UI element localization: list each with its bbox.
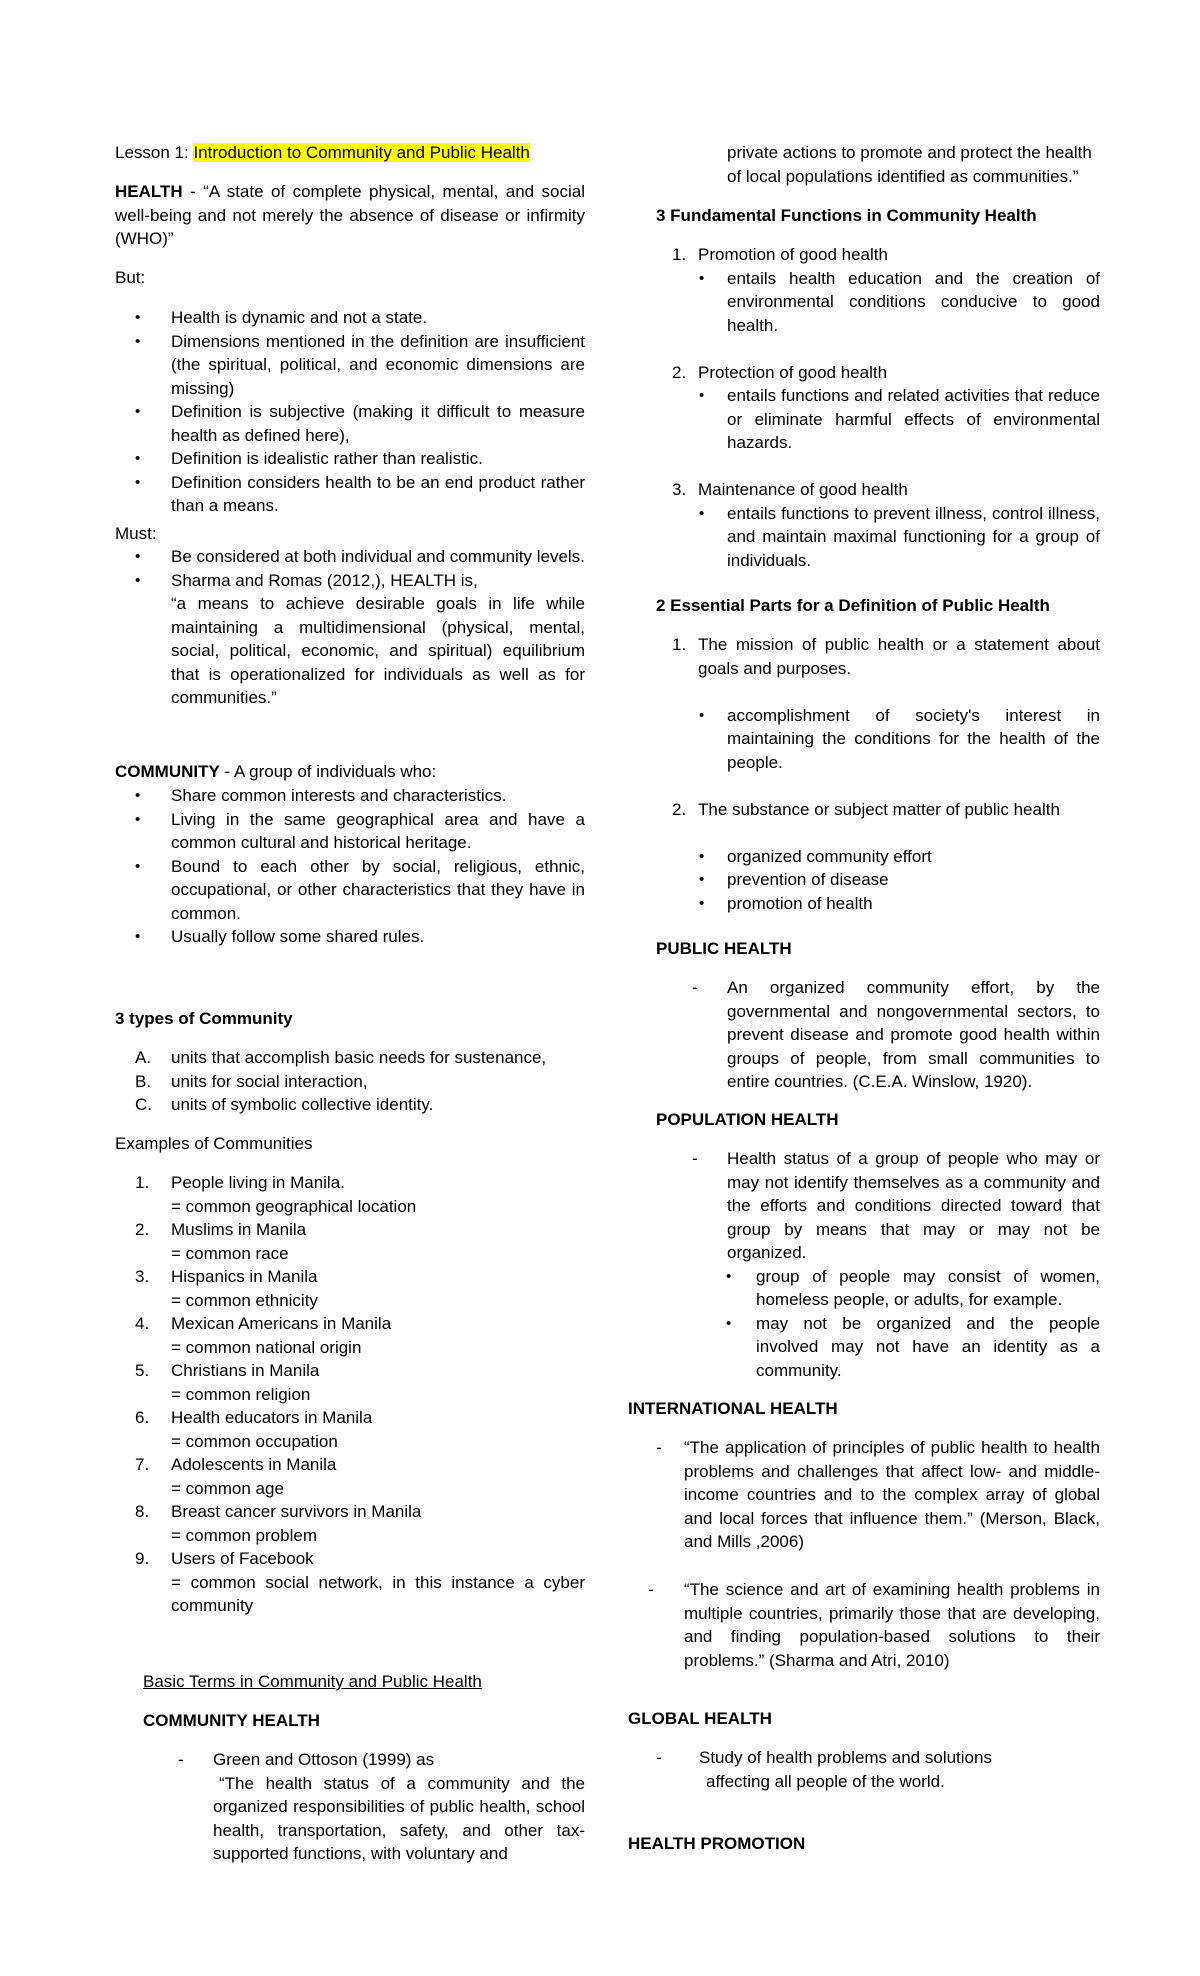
must-label: Must:: [115, 524, 157, 543]
community-definition: COMMUNITY - A group of individuals who:: [115, 762, 437, 781]
list-item: 4. Mexican Americans in Manila = common national origin: [135, 1314, 392, 1357]
lesson-title: Lesson 1: Introduction to Community and Public Health: [115, 143, 530, 162]
but-list: [115, 306, 585, 518]
population-health-heading: POPULATION HEALTH: [656, 1110, 839, 1129]
types-heading: 3 types of Community: [115, 1009, 293, 1028]
international-health-definition-1: - “The application of principles of public health to health problems and challenges that affect low- and middle-income countries and to the complex array of global and local forces that influence them.” (Merson, Black, and Mills ,2006): [656, 1438, 1100, 1551]
list-item: • Share common interests and characteristics.: [115, 784, 585, 808]
lesson-title-highlight: Introduction to Community and Public Health: [193, 143, 530, 162]
list-item: • accomplishment of society's interest in maintaining the conditions for the health of the people.: [628, 704, 1100, 775]
list-item: • entails health education and the creation of environmental conditions conducive to good health.: [628, 267, 1100, 338]
list-item: • Usually follow some shared rules.: [115, 925, 585, 949]
list-item: 3. Hispanics in Manila = common ethnicity: [135, 1267, 318, 1310]
community-list: [115, 784, 585, 949]
list-item: • entails functions to prevent illness, control illness, and maintain maximal functioning for a group of individuals.: [628, 502, 1100, 573]
list-item: • Be considered at both individual and community levels.: [115, 545, 585, 569]
parts-list: [628, 633, 1100, 915]
list-item: 5. Christians in Manila = common religion: [135, 1361, 320, 1404]
list-item: • Sharma and Romas (2012,), HEALTH is,: [115, 569, 585, 593]
community-health-continued: private actions to promote and protect the health of local populations identified as communities.”: [727, 143, 1092, 186]
community-health-definition: - Green and Ottoson (1999) as “The health status of a community and the organized responsibilities of public health, school health, transportation, safety, and other tax-supported functions, with voluntary and: [178, 1750, 585, 1863]
but-label: But:: [115, 268, 146, 287]
list-item: • may not be organized and the people involved may not have an identity as a community.: [628, 1312, 1100, 1383]
health-definition: HEALTH - “A state of complete physical, mental, and social well-being and not merely the absence of disease or infirmity (WHO)”: [115, 182, 585, 248]
list-item: 6. Health educators in Manila = common occupation: [135, 1408, 373, 1451]
list-item: • Definition is subjective (making it difficult to measure health as defined here),: [115, 400, 585, 447]
global-health-heading: GLOBAL HEALTH: [628, 1709, 772, 1728]
list-item: • group of people may consist of women, homeless people, or adults, for example.: [628, 1265, 1100, 1312]
list-item: 1. The mission of public health or a statement about goals and purposes.: [672, 635, 1100, 678]
community-health-heading: COMMUNITY HEALTH: [143, 1711, 320, 1730]
list-item: 2. The substance or subject matter of public health: [672, 799, 1060, 819]
list-item: 9. Users of Facebook = common social network, in this instance a cyber community: [135, 1549, 585, 1615]
list-item: 3. Maintenance of good health: [672, 480, 908, 499]
types-list: [115, 1046, 585, 1117]
list-item: A. units that accomplish basic needs for sustenance,: [135, 1048, 547, 1067]
examples-heading: Examples of Communities: [115, 1134, 313, 1153]
parts-heading: 2 Essential Parts for a Definition of Public Health: [656, 596, 1050, 615]
list-item: 2. Muslims in Manila = common race: [135, 1220, 307, 1263]
list-item: • Bound to each other by social, religious, ethnic, occupational, or other characteristics that they have in common.: [115, 855, 585, 926]
list-item: B. units for social interaction,: [135, 1071, 368, 1091]
public-health-heading: PUBLIC HEALTH: [656, 939, 792, 958]
examples-list: [115, 1171, 585, 1618]
list-item: • prevention of disease: [628, 868, 1100, 892]
list-item: 1. People living in Manila. = common geographical location: [135, 1173, 417, 1216]
basic-terms-heading: Basic Terms in Community and Public Health: [143, 1672, 482, 1691]
list-item: • entails functions and related activities that reduce or eliminate harmful effects of environmental hazards.: [628, 384, 1100, 455]
health-promotion-heading: HEALTH PROMOTION: [628, 1834, 806, 1853]
international-health-definition-2: - “The science and art of examining health problems in multiple countries, primarily those that are developing, and finding population-based solutions to their problems.” (Sharma and Atri, 2010): [648, 1580, 1100, 1670]
population-health-definition: - Health status of a group of people who may or may not identify themselves as a community and the efforts and conditions directed toward that group by means that may or may not be organized. • group of people may consist of women, homeless people, or adults, for example. • may not be organized and the people involved may not have an identity as a community.: [628, 1147, 1100, 1382]
list-item: • Living in the same geographical area and have a common cultural and historical heritage.: [115, 808, 585, 855]
public-health-definition: - An organized community effort, by the governmental and nongovernmental sectors, to prevent disease and promote good health within groups of people, from small communities to entire countries. (C.E.A. Winslow, 1920).: [692, 978, 1100, 1091]
list-item: • Health is dynamic and not a state.: [115, 306, 585, 330]
global-health-definition: - Study of health problems and solutions affecting all people of the world.: [656, 1748, 992, 1791]
list-item: 8. Breast cancer survivors in Manila = common problem: [135, 1502, 422, 1545]
international-health-heading: INTERNATIONAL HEALTH: [628, 1399, 838, 1418]
list-item: 2. Protection of good health: [672, 362, 888, 382]
list-item: • Definition considers health to be an end product rather than a means.: [115, 471, 585, 518]
list-item: • organized community effort: [628, 845, 1100, 869]
list-item: • Dimensions mentioned in the definition are insufficient (the spiritual, political, and economic dimensions are missing): [115, 330, 585, 401]
list-item: • Definition is idealistic rather than realistic.: [115, 447, 585, 471]
list-item: C. units of symbolic collective identity.: [135, 1095, 434, 1114]
list-item: 1. Promotion of good health: [672, 245, 888, 264]
list-item: • promotion of health: [628, 892, 1100, 916]
list-item: 7. Adolescents in Manila = common age: [135, 1455, 337, 1498]
functions-heading: 3 Fundamental Functions in Community Health: [656, 206, 1037, 225]
functions-list: [628, 243, 1100, 572]
list-item-quote: “a means to achieve desirable goals in life while maintaining a multidimensional (physical, mental, social, political, economic, and spiritual) equilibrium that is operationalized for individuals as well as for communities.”: [171, 594, 585, 707]
must-list: [115, 545, 585, 710]
